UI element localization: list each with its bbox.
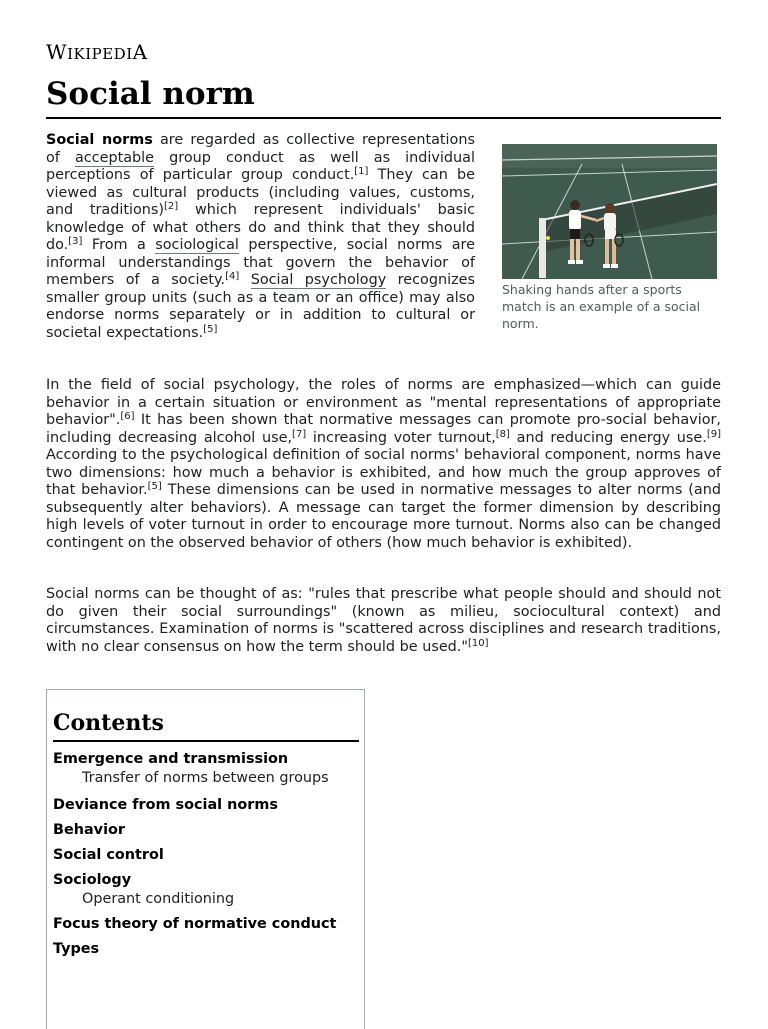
wikipedia-wordmark[interactable] xyxy=(46,40,148,64)
wordmark-a: A xyxy=(132,40,148,64)
table-of-contents xyxy=(46,689,365,1029)
tennis-handshake-photo[interactable] xyxy=(502,144,717,279)
wordmark-mid: IKIPEDI xyxy=(67,45,133,63)
title-divider xyxy=(46,117,721,119)
figure-caption: Shaking hands after a sports match is an example of a social norm. xyxy=(502,282,701,331)
toc-item-sociology[interactable]: Sociology xyxy=(53,872,132,888)
figure-handshake xyxy=(502,144,717,332)
link-social-psychology[interactable]: Social psychology xyxy=(250,272,387,288)
paragraph-intro: Social norms are regarded as collective representations of acceptable group conduct as well as individual perceptions of particular group conduct.[1] They can be viewed as cultural products (including values, customs, and traditions)[2] which represent individuals' basic knowledge of what others do and think that they should do.[3] From a sociological perspective, social norms are informal understandings that govern the behavior of members of a society.[4] Social psychology recognizes smaller group units (such as a team or an office) may also endorse norms separately or in addition to cultural or societal expectations.[5] xyxy=(46,132,476,341)
ref-5b[interactable]: [5] xyxy=(147,481,162,492)
ref-9[interactable]: [9] xyxy=(706,428,722,440)
toc-item-behavior[interactable]: Behavior xyxy=(53,822,125,838)
lead-term: Social norms xyxy=(46,132,153,148)
toc-item-emergence[interactable]: Emergence and transmission xyxy=(53,751,289,767)
link-acceptable[interactable]: acceptable xyxy=(74,149,155,166)
ref-7[interactable]: [7] xyxy=(292,428,307,440)
toc-title: Contents xyxy=(53,710,359,742)
ref-8[interactable]: [8] xyxy=(495,428,510,440)
toc-item-transfer[interactable]: Transfer of norms between groups xyxy=(82,770,329,786)
paragraph-social-psychology: In the field of social psychology, the roles of norms are emphasized—which can guide behavior in a certain situation or environment as "mental representations of appropriate behavior".[6] It has been shown that normative messages can promote pro-social behavior, including decreasing alcohol use,[7] increasing voter turnout,[8] and reducing energy use.[9] According to the psychological definition of social norms' behavioral component, norms have two dimensions: how much a behavior is exhibited, and how much the group approves of that behavior.[5] These dimensions can be used in normative messages to alter norms (and subsequently alter behaviors). A message can target the former dimension by describing high levels of voter turnout in order to encourage more turnout. Norms also can be changed contingent on the observed behavior of others (how much behavior is exhibited). xyxy=(46,377,722,551)
toc-item-operant[interactable]: Operant conditioning xyxy=(82,891,235,907)
link-sociological[interactable]: sociological xyxy=(155,237,239,253)
toc-item-types[interactable]: Types xyxy=(53,941,100,957)
ref-2[interactable]: [2] xyxy=(164,201,179,212)
toc-item-social-control[interactable]: Social control xyxy=(53,847,164,863)
toc-item-deviance[interactable]: Deviance from social norms xyxy=(53,797,278,813)
ref-5[interactable]: [5] xyxy=(203,323,218,335)
page-title: Social norm xyxy=(46,76,255,112)
ref-3[interactable]: [3] xyxy=(68,236,83,247)
toc-item-focus-theory[interactable]: Focus theory of normative conduct xyxy=(53,916,337,932)
ref-1[interactable]: [1] xyxy=(354,166,369,177)
ref-10[interactable]: [10] xyxy=(468,637,489,649)
ref-4[interactable]: [4] xyxy=(225,271,240,282)
wordmark-w: W xyxy=(46,40,68,64)
ref-6[interactable]: [6] xyxy=(120,411,135,422)
paragraph-rules: Social norms can be thought of as: "rules that prescribe what people should and should not do given their social surroundings" (known as milieu, sociocultural context) and circumstances. Examination of norms is "scattered across disciplines and research traditions, with no clear consensus on how the term should be used."[10] xyxy=(46,586,721,655)
